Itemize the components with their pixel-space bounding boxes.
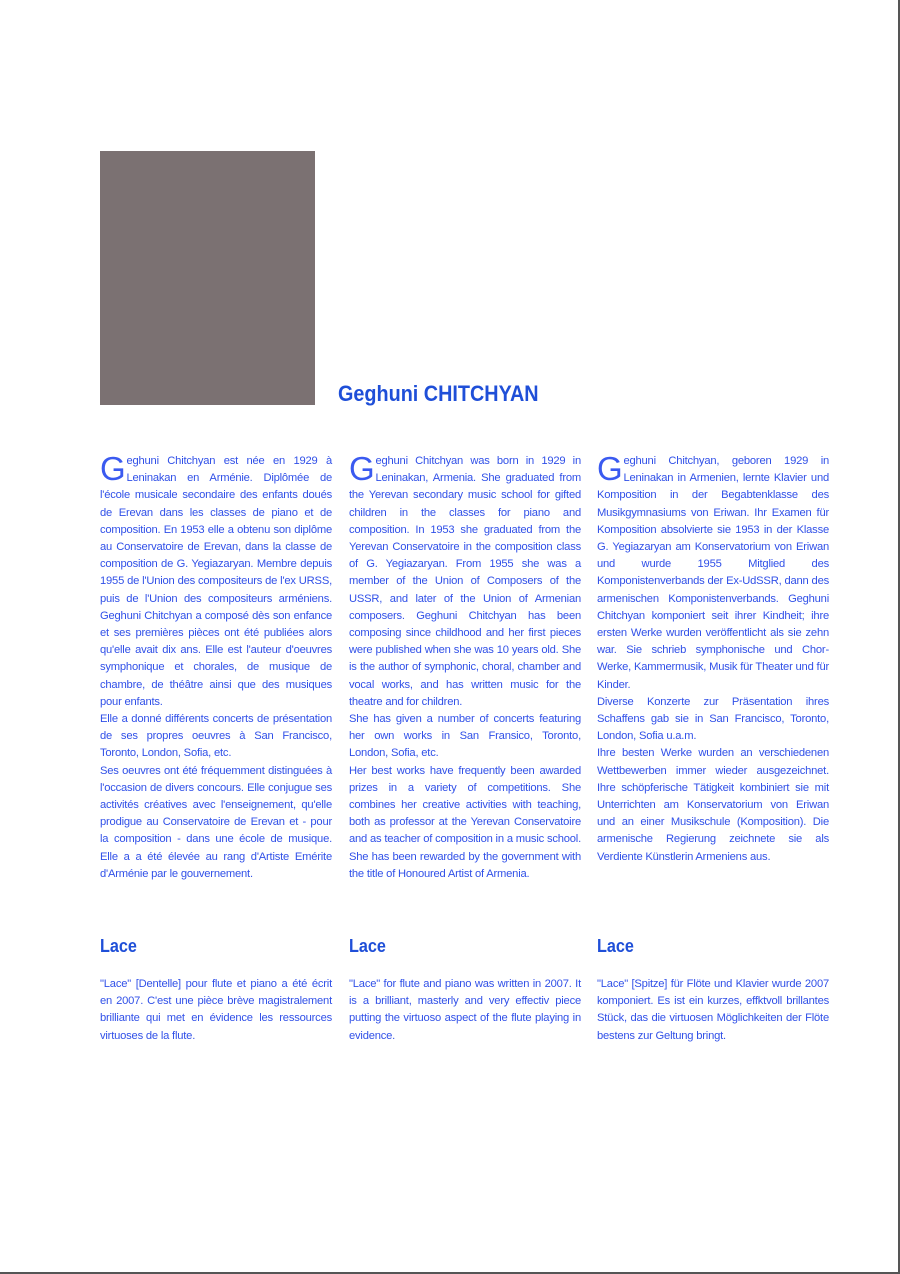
bio-english <box>349 450 581 883</box>
drop-cap: G <box>349 450 375 487</box>
composer-portrait <box>100 151 315 405</box>
composer-name: Geghuni CHITCHYAN <box>338 381 539 406</box>
bio-french-paragraph-2: Elle a donné différents concerts de présentation de ses propres oeuvres à San Francisco, Toronto, London, Sofia, etc. <box>100 713 332 760</box>
work-text-german: "Lace" [Spitze] für Flöte und Klavier wurde 2007 komponiert. Es ist ein kurzes, effktvoll brillantes Stück, das die virtuosen Möglichkeiten der Flöte bestens zur Geltung bringt. <box>597 978 829 1042</box>
bio-german-paragraph-3: Ihre besten Werke wurden an verschiedenen Wettbewerben immer wieder ausgezeichnet. Ihre schöpferische Tätigkeit kombiniert sie mit Unterrichten am Konservatorium von Eriwan und an einer Musikschule (Komposition). Die armenische Regierung zeichnete sie als Verdiente Künstlerin Armeniens aus. <box>597 747 829 863</box>
bio-english-paragraph-1: Geghuni Chitchyan was born in 1929 in Leninakan, Armenia. She graduated from the Yerevan secondary music school for gifted children in the classes for piano and composition. In 1953 she graduated from the Yerevan Conservatoire in the composition class of G. Yegiazaryan. From 1955 she was a member of the Union of Composers of the USSR, and later of the Union of Armenian composers. Geghuni Chitchyan has been composing since childhood and her first pieces were published when she was 10 years old. She is the author of symphonic, choral, chamber and vocal works, and has written music for the theatre and for children. <box>349 450 581 708</box>
bio-german <box>597 450 829 866</box>
bio-french-paragraph-1: Geghuni Chitchyan est née en 1929 à Leninakan en Arménie. Diplômée de l'école musicale secondaire des enfants doués de Erevan dans les classes de piano et de composition. En 1953 elle a obtenu son diplôme au Conservatoire de Erevan, dans la classe de composition de G. Yegiazaryan. Membre depuis 1955 de l'Union des compositeurs de l'ex URSS, puis de l'Union des compositeurs arméniens. Geghuni Chitchyan a composé dès son enfance et ses premières pièces ont été publiées alors qu'elle avait dix ans. Elle est l'auteur d'oeuvres symphonique et chorales, de musique de chambre, de théâtre ainsi que des musiques pour enfants. <box>100 450 332 708</box>
work-title-english: Lace <box>349 936 386 956</box>
work-description-french <box>100 976 332 1045</box>
bio-french <box>100 450 332 883</box>
drop-cap: G <box>597 450 623 487</box>
work-text-english: "Lace" for flute and piano was written in 2007. It is a brilliant, masterly and very effectiv piece putting the virtuoso aspect of the flute playing in evidence. <box>349 978 581 1042</box>
work-text-french: "Lace" [Dentelle] pour flute et piano a été écrit en 2007. C'est une pièce brève magistralement brilliante qui met en évidence les ressources virtuoses de la flute. <box>100 978 332 1042</box>
bio-french-paragraph-3: Ses oeuvres ont été fréquemment distinguées à l'occasion de divers concours. Elle conjugue ses activités créatives avec l'enseignement, qu'elle prodigue au Conservatoire de Erevan et - pour la composition - dans une école de musique. Elle a a été élevée au rang d'Artiste Emérite d'Arménie par le gouvernement. <box>100 764 332 880</box>
bio-english-paragraph-3: Her best works have frequently been awarded prizes in a variety of competitions. She combines her creative activities with teaching, both as professor at the Yerevan Conservatoire and as teacher of composition in a music school. She has been rewarded by the government with the title of Honoured Artist of Armenia. <box>349 764 581 880</box>
bio-german-paragraph-2: Diverse Konzerte zur Präsentation ihres Schaffens gab sie in San Francisco, Toronto, London, Sofia u.a.m. <box>597 695 829 743</box>
drop-cap: G <box>100 450 126 487</box>
bio-german-paragraph-1: Geghuni Chitchyan, geboren 1929 in Leninakan in Armenien, lernte Klavier und Komposition in der Begabtenklasse des Musikgymnasiums von Eriwan. Ihr Examen für Komposition absolvierte sie 1953 in der Klasse G. Yegiazaryan am Konservatorium von Eriwan und wurde 1955 Mitglied des Komponistenverbands der Ex-UdSSR, dann des armenischen Komponistenverbands. Geghuni Chitchyan komponiert seit ihrer Kindheit; ihre ersten Werke wurden veröffentlicht als sie zehn war. Sie schrieb symphonische und Chor-Werke, Kammermusik, Musik für Theater und für Kinder. <box>597 450 829 691</box>
work-description-german <box>597 976 829 1045</box>
work-description-english <box>349 976 581 1045</box>
work-title-french: Lace <box>100 936 137 956</box>
work-title-german: Lace <box>597 936 634 956</box>
bio-english-paragraph-2: She has given a number of concerts featuring her own works in San Fransico, Toronto, London, Sofia, etc. <box>349 713 581 760</box>
